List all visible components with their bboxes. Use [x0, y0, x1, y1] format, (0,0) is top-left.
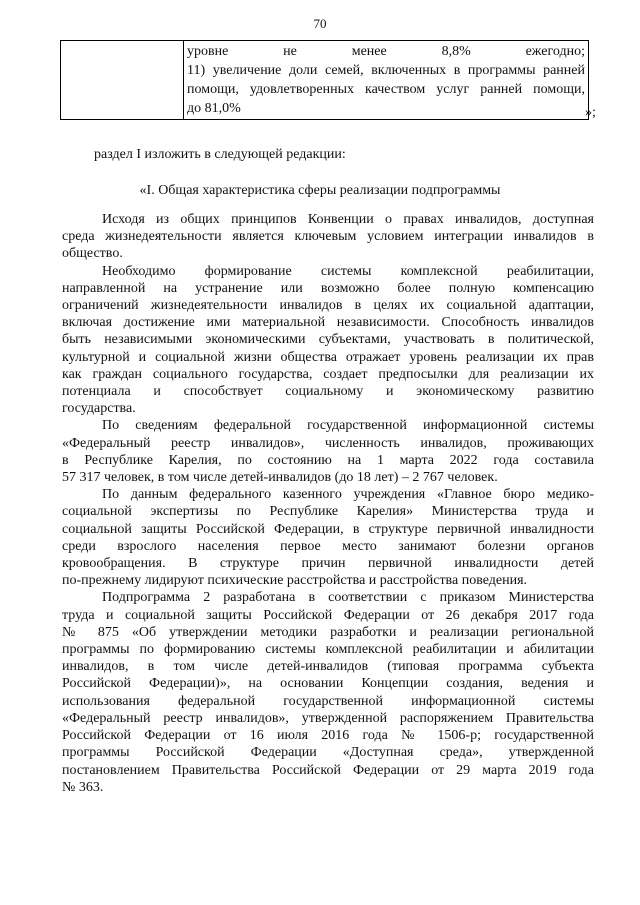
paragraph-line: социальной экспертизы по Республике Карелия» Министерства труда и	[62, 504, 594, 520]
paragraph-line: № 363.	[62, 779, 104, 795]
paragraph-line: быть независимыми экономическими субъектами, участвовать в политической,	[62, 332, 594, 348]
paragraph-line: программы по формированию системы комплексной реабилитации и абилитации	[62, 642, 594, 658]
body-text	[62, 211, 594, 796]
paragraph-line: социальной защиты Российской Федерации, в структуре первичной инвалидности	[62, 521, 594, 537]
table-line: 11) увеличение доли семей, включенных в программы ранней	[187, 63, 585, 78]
paragraph-line: общество.	[62, 246, 123, 262]
section-title: «I. Общая характеристика сферы реализации подпрограммы	[139, 183, 501, 198]
page-number: 70	[313, 16, 327, 31]
paragraph-line: использования федеральной государственной информационной системы	[62, 693, 594, 709]
paragraph-line: инвалидов, в том числе детей-инвалидов (типовая программа субъекта	[62, 659, 594, 675]
paragraph-line: культурной и социальной жизни общества отражает уровень реализации их прав	[62, 349, 594, 365]
paragraph-line: постановлением Правительства Российской Федерации от 29 марта 2019 года	[62, 762, 594, 778]
paragraph-line: среда жизнедеятельности является ключевым условием интеграции инвалидов в	[62, 229, 594, 245]
paragraph	[62, 211, 594, 263]
paragraph	[62, 263, 594, 418]
paragraph-line: направленной на устранение или возможно более полную компенсацию	[62, 280, 594, 296]
table-empty-cell	[61, 41, 184, 120]
closing-quote: »;	[585, 105, 596, 120]
paragraph-line: потенциала и способствует социальному и экономическому развитию	[62, 384, 594, 400]
paragraph-line: кровообращения. В структуре причин первичной инвалидности детей	[62, 556, 594, 572]
paragraph-line: По сведениям федеральной государственной информационной системы	[102, 418, 594, 434]
paragraph	[62, 486, 594, 589]
paragraph-line: № 875 «Об утверждении методики разработки и реализации региональной	[62, 624, 594, 640]
paragraph-line: труда и социальной защиты Российской Федерации от 26 декабря 2017 года	[62, 607, 594, 623]
paragraph	[62, 589, 594, 795]
paragraph-line: «Федеральный реестр инвалидов», численность инвалидов, проживающих	[62, 435, 594, 451]
continuation-table	[60, 40, 589, 120]
paragraph-line: ограничений жизнедеятельности инвалидов в целях их социальной адаптации,	[62, 298, 594, 314]
paragraph-line: Российской Федерации)», на основании Концепции создания, ведения и	[62, 676, 594, 692]
instruction-text: раздел I изложить в следующей редакции:	[94, 147, 346, 162]
paragraph	[62, 417, 594, 486]
paragraph-line: включая достижение ими материальной независимости. Способность инвалидов	[62, 315, 594, 331]
paragraph-line: государства.	[62, 401, 136, 417]
paragraph-line: по-прежнему лидируют психические расстройства и расстройства поведения.	[62, 573, 528, 589]
paragraph-line: Подпрограмма 2 разработана в соответствии с приказом Министерства	[102, 590, 594, 606]
table-text-cell	[184, 41, 589, 120]
paragraph-line: как граждан социального государства, создает предпосылки для реализации их	[62, 366, 594, 382]
paragraph-line: «Федеральный реестр инвалидов», утвержденной распоряжением Правительства	[62, 710, 594, 726]
table-line: помощи, удовлетворенных качеством услуг ранней помощи,	[187, 82, 585, 97]
paragraph-line: Российской Федерации от 16 июля 2016 года № 1506-р; государственной	[62, 728, 594, 744]
table-row	[61, 41, 589, 120]
paragraph-line: в Республике Карелия, по состоянию на 1 марта 2022 года составила	[62, 452, 594, 468]
paragraph-line: программы Российской Федерации «Доступная среда», утвержденной	[62, 745, 594, 761]
paragraph-line: 57 317 человек, в том числе детей-инвалидов (до 18 лет) – 2 767 человек.	[62, 470, 498, 486]
paragraph-line: Необходимо формирование системы комплексной реабилитации,	[102, 263, 594, 279]
table-line: уровне не менее 8,8% ежегодно;	[187, 44, 585, 59]
paragraph-line: среди взрослого населения первое место занимают болезни органов	[62, 538, 594, 554]
paragraph-line: По данным федерального казенного учреждения «Главное бюро медико-	[102, 487, 594, 503]
paragraph-line: Исходя из общих принципов Конвенции о правах инвалидов, доступная	[102, 212, 594, 227]
table-line: до 81,0%	[187, 101, 241, 116]
